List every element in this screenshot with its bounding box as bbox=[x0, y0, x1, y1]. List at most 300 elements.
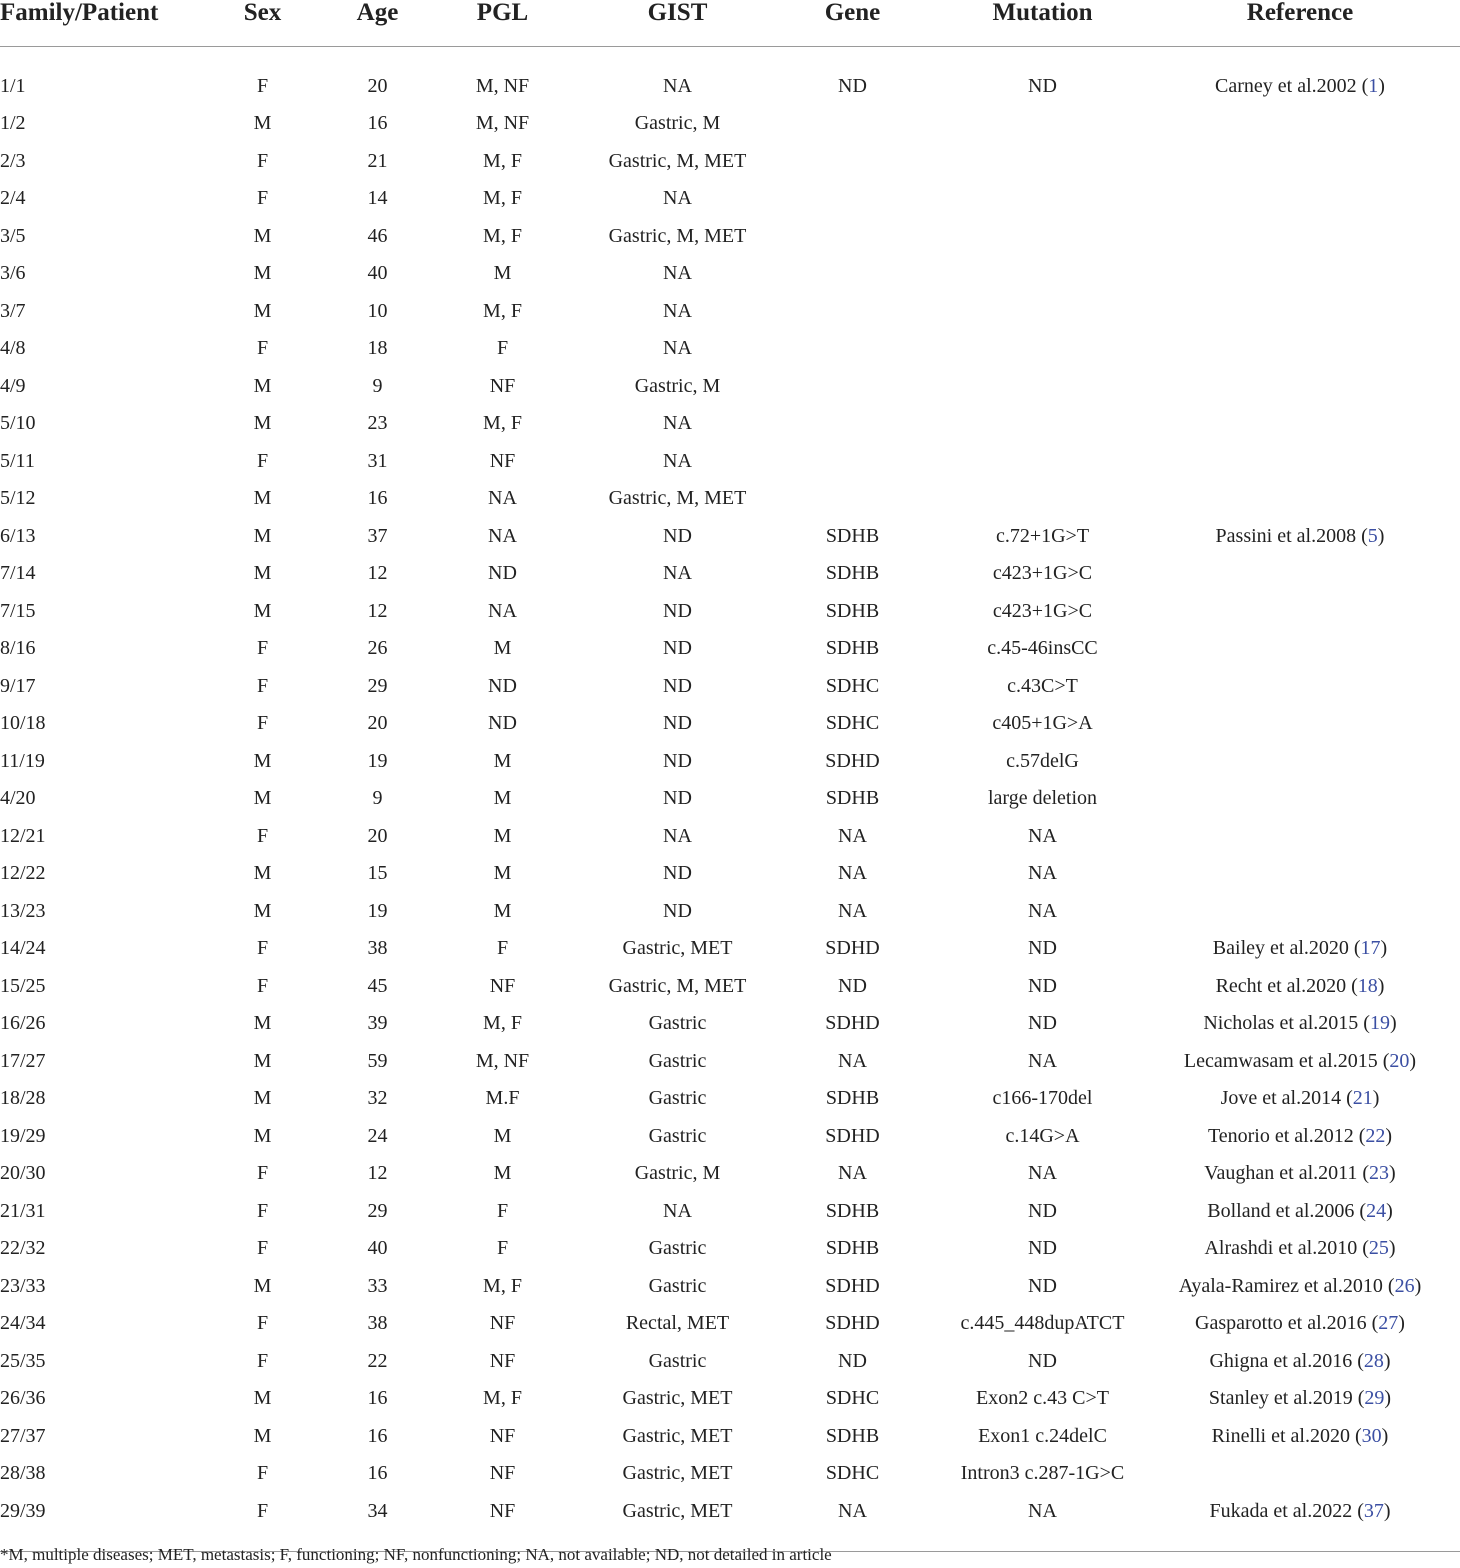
cell-age: 10 bbox=[367, 299, 388, 322]
cell-pgl: M, F bbox=[483, 412, 522, 435]
reference-close: ) bbox=[1380, 937, 1388, 960]
cell-gist: NA bbox=[663, 74, 692, 97]
cell-pgl: M, F bbox=[483, 149, 522, 172]
cell-mutation bbox=[945, 405, 1140, 443]
reference-link[interactable]: 28 bbox=[1363, 1349, 1384, 1372]
cell-reference bbox=[1140, 855, 1460, 893]
cell-gist: ND bbox=[663, 674, 692, 697]
cell-gist: NA bbox=[663, 262, 692, 285]
cell-family-patient: 1/1 bbox=[0, 74, 26, 97]
cell-sex: F bbox=[256, 974, 269, 997]
cell-gene: SDHB bbox=[825, 599, 880, 622]
cell-pgl: M, NF bbox=[475, 74, 530, 97]
cell-gist: Gastric, M, MET bbox=[608, 487, 747, 510]
table-row bbox=[0, 405, 1460, 443]
cell-mutation bbox=[945, 330, 1140, 368]
cell-pgl: M, F bbox=[483, 1274, 522, 1297]
cell-pgl: M.F bbox=[485, 1087, 520, 1110]
cell-family-patient: 28/38 bbox=[0, 1462, 46, 1485]
cell-pgl: M, F bbox=[483, 224, 522, 247]
cell-pgl: NF bbox=[489, 449, 516, 472]
reference-text: Jove et al.2014 ( bbox=[1220, 1087, 1353, 1110]
cell-mutation: c.57delG bbox=[1006, 749, 1079, 772]
cell-family-patient: 14/24 bbox=[0, 937, 46, 960]
cell-gene bbox=[760, 292, 945, 330]
cell-pgl: F bbox=[496, 337, 509, 360]
reference-link[interactable]: 20 bbox=[1389, 1049, 1410, 1072]
reference-close: ) bbox=[1384, 1387, 1392, 1410]
cell-gist: Gastric, MET bbox=[622, 1424, 733, 1447]
cell-mutation bbox=[945, 217, 1140, 255]
cell-mutation: ND bbox=[1028, 1274, 1057, 1297]
cell-pgl: F bbox=[496, 1237, 509, 1260]
cell-age: 20 bbox=[367, 712, 388, 735]
cell-family-patient: 7/14 bbox=[0, 562, 36, 585]
cell-reference bbox=[1140, 705, 1460, 743]
cell-family-patient: 20/30 bbox=[0, 1162, 46, 1185]
cell-gist: NA bbox=[663, 1199, 692, 1222]
reference-close: ) bbox=[1372, 1087, 1380, 1110]
cell-age: 38 bbox=[367, 937, 388, 960]
cell-gist: Gastric, M bbox=[634, 374, 721, 397]
cell-sex: M bbox=[253, 524, 272, 547]
table-row bbox=[0, 592, 1460, 630]
cell-family-patient: 3/5 bbox=[0, 224, 26, 247]
cell-mutation: NA bbox=[1028, 862, 1057, 885]
cell-pgl: M bbox=[493, 1124, 512, 1147]
reference-link[interactable]: 37 bbox=[1363, 1500, 1384, 1522]
cell-gist: Gastric bbox=[648, 1237, 707, 1260]
cell-age: 45 bbox=[367, 974, 388, 997]
table-row bbox=[0, 1005, 1460, 1043]
cell-pgl: M bbox=[493, 862, 512, 885]
table-row bbox=[0, 180, 1460, 218]
table-row bbox=[0, 1267, 1460, 1305]
cell-age: 40 bbox=[367, 262, 388, 285]
cell-sex: M bbox=[253, 562, 272, 585]
cell-reference bbox=[1140, 105, 1460, 143]
table-body bbox=[0, 47, 1460, 1552]
cell-family-patient: 9/17 bbox=[0, 674, 36, 697]
cell-sex: M bbox=[253, 224, 272, 247]
cell-sex: M bbox=[253, 599, 272, 622]
table-footnote: *M, multiple diseases; MET, metastasis; F, functioning; NF, nonfunctioning; NA, not available; ND, not detailed in article bbox=[0, 1545, 832, 1564]
cell-age: 24 bbox=[367, 1124, 388, 1147]
reference-close: ) bbox=[1385, 1124, 1393, 1147]
cell-pgl: NF bbox=[489, 1312, 516, 1335]
reference-text: Ayala-Ramirez et al.2010 ( bbox=[1178, 1274, 1395, 1297]
cell-age: 18 bbox=[367, 337, 388, 360]
cell-reference bbox=[1140, 1155, 1460, 1193]
cell-age: 21 bbox=[367, 149, 388, 172]
header-gist: GIST bbox=[595, 0, 760, 47]
reference-text: Rinelli et al.2020 ( bbox=[1211, 1424, 1362, 1447]
cell-gene: SDHD bbox=[825, 1012, 880, 1035]
cell-gist: Gastric, MET bbox=[622, 1462, 733, 1485]
reference-link[interactable]: 21 bbox=[1352, 1087, 1373, 1110]
cell-gene: SDHB bbox=[825, 1199, 880, 1222]
cell-pgl: M, F bbox=[483, 187, 522, 210]
cell-reference bbox=[1140, 667, 1460, 705]
cell-family-patient: 12/22 bbox=[0, 862, 46, 885]
cell-family-patient: 7/15 bbox=[0, 599, 36, 622]
cell-gene: SDHB bbox=[825, 524, 880, 547]
cell-gist: Gastric, MET bbox=[622, 1387, 733, 1410]
cell-family-patient: 2/3 bbox=[0, 149, 26, 172]
table-row bbox=[0, 855, 1460, 893]
cell-sex: F bbox=[256, 187, 269, 210]
cell-age: 40 bbox=[367, 1237, 388, 1260]
cell-sex: F bbox=[256, 637, 269, 660]
cell-gist: ND bbox=[663, 787, 692, 810]
cell-gene bbox=[760, 255, 945, 293]
table-row bbox=[0, 705, 1460, 743]
cell-sex: F bbox=[256, 674, 269, 697]
cell-mutation: ND bbox=[1028, 1237, 1057, 1260]
cell-mutation: NA bbox=[1028, 824, 1057, 847]
cell-age: 59 bbox=[367, 1049, 388, 1072]
cell-mutation: Exon2 c.43 C>T bbox=[976, 1387, 1109, 1410]
cell-family-patient: 19/29 bbox=[0, 1124, 46, 1147]
header-age: Age bbox=[345, 0, 410, 47]
cell-pgl: NF bbox=[489, 1462, 516, 1485]
reference-text: Gasparotto et al.2016 ( bbox=[1195, 1312, 1379, 1335]
cell-age: 26 bbox=[367, 637, 388, 660]
cell-gist: Gastric, M, MET bbox=[608, 224, 747, 247]
reference-text: Passini et al.2008 ( bbox=[1215, 524, 1368, 547]
cell-pgl: NA bbox=[488, 487, 517, 510]
cell-age: 12 bbox=[367, 599, 388, 622]
cell-reference bbox=[1140, 592, 1460, 630]
table-row bbox=[0, 217, 1460, 255]
cell-family-patient: 27/37 bbox=[0, 1424, 46, 1447]
cell-sex: M bbox=[253, 1087, 272, 1110]
reference-close: ) bbox=[1409, 1049, 1417, 1072]
cell-pgl: NF bbox=[489, 1349, 516, 1372]
table-row bbox=[0, 1492, 1460, 1552]
cell-sex: F bbox=[256, 449, 269, 472]
reference-link[interactable]: 26 bbox=[1394, 1274, 1415, 1297]
cell-sex: M bbox=[253, 1387, 272, 1410]
cell-reference bbox=[1140, 1117, 1460, 1155]
cell-sex: M bbox=[253, 374, 272, 397]
cell-pgl: F bbox=[496, 937, 509, 960]
cell-age: 39 bbox=[367, 1012, 388, 1035]
cell-gene: ND bbox=[838, 1349, 867, 1372]
cell-family-patient: 18/28 bbox=[0, 1087, 46, 1110]
cell-age: 23 bbox=[367, 412, 388, 435]
cell-reference bbox=[1140, 367, 1460, 405]
cell-reference bbox=[1140, 1267, 1460, 1305]
cell-reference bbox=[1140, 555, 1460, 593]
cell-family-patient: 16/26 bbox=[0, 1012, 46, 1035]
cell-pgl: NF bbox=[410, 1492, 595, 1552]
reference-close: ) bbox=[1389, 1012, 1397, 1035]
cell-gene: SDHD bbox=[825, 937, 880, 960]
cell-gist: Gastric, M, MET bbox=[608, 974, 747, 997]
cell-gist: Gastric, MET bbox=[622, 937, 733, 960]
reference-link[interactable]: 27 bbox=[1378, 1312, 1399, 1335]
cell-sex: M bbox=[253, 1012, 272, 1035]
cell-mutation: NA bbox=[945, 1492, 1140, 1552]
reference-text: Tenorio et al.2012 ( bbox=[1207, 1124, 1366, 1147]
cell-pgl: M bbox=[493, 899, 512, 922]
cell-gist: Gastric bbox=[648, 1049, 707, 1072]
reference-close: ) bbox=[1381, 1424, 1389, 1447]
cell-mutation: ND bbox=[1028, 974, 1057, 997]
cell-family-patient: 1/2 bbox=[0, 112, 26, 135]
table-row bbox=[0, 892, 1460, 930]
cell-gist: Gastric bbox=[648, 1012, 707, 1035]
cell-sex: M bbox=[253, 1274, 272, 1297]
cell-gist: ND bbox=[663, 637, 692, 660]
cell-pgl: M bbox=[493, 749, 512, 772]
table-row bbox=[0, 517, 1460, 555]
cell-sex: F bbox=[256, 1162, 269, 1185]
cell-mutation: c.43C>T bbox=[1007, 674, 1078, 697]
cell-mutation: c.45-46insCC bbox=[987, 637, 1098, 660]
cell-age: 9 bbox=[372, 787, 383, 810]
cell-gene bbox=[760, 105, 945, 143]
table-row bbox=[0, 1342, 1460, 1380]
cell-gist: Rectal, MET bbox=[625, 1312, 730, 1335]
cell-sex: M bbox=[253, 1424, 272, 1447]
cell-gist: ND bbox=[663, 524, 692, 547]
cell-pgl: NA bbox=[488, 524, 517, 547]
table-row bbox=[0, 817, 1460, 855]
cell-gist: NA bbox=[663, 187, 692, 210]
cell-gene: NA bbox=[838, 862, 867, 885]
cell-mutation: ND bbox=[1028, 74, 1057, 97]
table-row bbox=[0, 330, 1460, 368]
cell-gene: SDHB bbox=[825, 1424, 880, 1447]
cell-reference bbox=[1140, 405, 1460, 443]
table-row bbox=[0, 367, 1460, 405]
table-row bbox=[0, 142, 1460, 180]
table-row bbox=[0, 480, 1460, 518]
cell-age: 38 bbox=[367, 1312, 388, 1335]
cell-mutation: NA bbox=[1028, 1162, 1057, 1185]
table-row bbox=[0, 967, 1460, 1005]
cell-reference bbox=[1140, 1192, 1460, 1230]
cell-family-patient: 5/10 bbox=[0, 412, 36, 435]
cell-age: 19 bbox=[367, 749, 388, 772]
reference-text: Stanley et al.2019 ( bbox=[1208, 1387, 1365, 1410]
cell-sex: M bbox=[253, 412, 272, 435]
cell-gene bbox=[760, 180, 945, 218]
cell-gene: SDHB bbox=[825, 637, 880, 660]
cell-pgl: ND bbox=[488, 562, 517, 585]
cell-gist: NA bbox=[663, 299, 692, 322]
table-row bbox=[0, 742, 1460, 780]
cell-sex: F bbox=[256, 1199, 269, 1222]
cell-sex: M bbox=[253, 1124, 272, 1147]
cell-gene bbox=[760, 142, 945, 180]
header-pgl: PGL bbox=[410, 0, 595, 47]
cell-gene: SDHB bbox=[825, 1237, 880, 1260]
cell-gene: NA bbox=[838, 824, 867, 847]
cell-age: 16 bbox=[367, 1424, 388, 1447]
cell-pgl: M bbox=[493, 787, 512, 810]
cell-age: 16 bbox=[367, 112, 388, 135]
cell-sex: F bbox=[256, 1349, 269, 1372]
table-row bbox=[0, 105, 1460, 143]
cell-age: 20 bbox=[367, 74, 388, 97]
cell-reference bbox=[1140, 330, 1460, 368]
cell-age: 20 bbox=[367, 824, 388, 847]
cell-family-patient: 29/39 bbox=[0, 1492, 180, 1552]
cell-pgl: M, F bbox=[483, 1012, 522, 1035]
table-row bbox=[0, 1455, 1460, 1493]
reference-link[interactable]: 22 bbox=[1365, 1124, 1386, 1147]
table-row bbox=[0, 442, 1460, 480]
cell-mutation: Exon1 c.24delC bbox=[978, 1424, 1107, 1447]
cell-gene: SDHC bbox=[825, 1387, 880, 1410]
cell-family-patient: 12/21 bbox=[0, 824, 46, 847]
cell-family-patient: 6/13 bbox=[0, 524, 36, 547]
table-row bbox=[0, 1042, 1460, 1080]
reference-link[interactable]: 19 bbox=[1369, 1012, 1390, 1035]
cell-mutation: NA bbox=[1028, 1049, 1057, 1072]
cell-age: 16 bbox=[367, 1387, 388, 1410]
cell-pgl: ND bbox=[488, 712, 517, 735]
cell-pgl: NF bbox=[489, 374, 516, 397]
cell-gist: ND bbox=[663, 749, 692, 772]
reference-close: ) bbox=[1377, 974, 1385, 997]
cell-mutation: c.72+1G>T bbox=[995, 524, 1090, 547]
cell-family-patient: 24/34 bbox=[0, 1312, 46, 1335]
cell-family-patient: 15/25 bbox=[0, 974, 46, 997]
cell-reference bbox=[1140, 780, 1460, 818]
cell-family-patient: 22/32 bbox=[0, 1237, 46, 1260]
cell-pgl: M, F bbox=[483, 299, 522, 322]
reference-close: ) bbox=[1383, 1500, 1391, 1522]
cell-mutation bbox=[945, 292, 1140, 330]
cell-family-patient: 23/33 bbox=[0, 1274, 46, 1297]
cell-gist: NA bbox=[663, 337, 692, 360]
cell-sex: M bbox=[253, 749, 272, 772]
cell-pgl: NA bbox=[488, 599, 517, 622]
cell-sex: F bbox=[256, 712, 269, 735]
cell-sex: M bbox=[253, 487, 272, 510]
cell-mutation: large deletion bbox=[987, 787, 1098, 810]
cell-gist: ND bbox=[663, 712, 692, 735]
cell-age: 9 bbox=[372, 374, 383, 397]
cell-gene: SDHC bbox=[825, 674, 880, 697]
cell-gene bbox=[760, 217, 945, 255]
cell-reference bbox=[1140, 142, 1460, 180]
cell-age: 29 bbox=[367, 674, 388, 697]
cell-sex: F bbox=[256, 824, 269, 847]
cell-sex: F bbox=[256, 337, 269, 360]
reference-close: ) bbox=[1414, 1274, 1422, 1297]
cell-sex: M bbox=[253, 899, 272, 922]
cell-gene: SDHB bbox=[825, 787, 880, 810]
cell-gist: Gastric bbox=[648, 1274, 707, 1297]
cell-sex: F bbox=[256, 1312, 269, 1335]
cell-gene bbox=[760, 405, 945, 443]
reference-link[interactable]: 30 bbox=[1361, 1424, 1382, 1447]
cell-mutation: ND bbox=[1028, 937, 1057, 960]
reference-text: Recht et al.2020 ( bbox=[1215, 974, 1358, 997]
cell-mutation bbox=[945, 367, 1140, 405]
cell-family-patient: 8/16 bbox=[0, 637, 36, 660]
cell-family-patient: 10/18 bbox=[0, 712, 46, 735]
cell-reference bbox=[1140, 1417, 1460, 1455]
cell-pgl: M bbox=[493, 262, 512, 285]
cell-gist: Gastric, M bbox=[634, 112, 721, 135]
reference-close: ) bbox=[1388, 1237, 1396, 1260]
table-row bbox=[0, 1080, 1460, 1118]
cell-family-patient: 2/4 bbox=[0, 187, 26, 210]
cell-pgl: M bbox=[493, 1162, 512, 1185]
reference-text: Bailey et al.2020 ( bbox=[1212, 937, 1361, 960]
cell-gene bbox=[760, 480, 945, 518]
reference-link[interactable]: 18 bbox=[1357, 974, 1378, 997]
table-row bbox=[0, 1380, 1460, 1418]
reference-text: Ghigna et al.2016 ( bbox=[1209, 1349, 1364, 1372]
reference-link[interactable]: 5 bbox=[1367, 524, 1378, 547]
cell-reference bbox=[1140, 742, 1460, 780]
reference-text: Fukada et al.2022 ( bbox=[1209, 1500, 1364, 1522]
header-sex: Sex bbox=[180, 0, 345, 47]
cell-age: 31 bbox=[367, 449, 388, 472]
cell-gist: Gastric, M bbox=[634, 1162, 721, 1185]
cell-gist: NA bbox=[663, 562, 692, 585]
cell-sex: M bbox=[253, 787, 272, 810]
cell-pgl: ND bbox=[488, 674, 517, 697]
reference-link[interactable]: 17 bbox=[1360, 937, 1381, 960]
cell-family-patient: 21/31 bbox=[0, 1199, 46, 1222]
cell-family-patient: 17/27 bbox=[0, 1049, 46, 1072]
cell-sex: F bbox=[256, 74, 269, 97]
cell-family-patient: 3/7 bbox=[0, 299, 26, 322]
cell-age: 15 bbox=[367, 862, 388, 885]
cell-mutation: c.14G>A bbox=[1005, 1124, 1080, 1147]
reference-close: ) bbox=[1383, 1349, 1391, 1372]
cell-gist: ND bbox=[663, 599, 692, 622]
cell-reference bbox=[1140, 292, 1460, 330]
reference-link[interactable]: 23 bbox=[1369, 1162, 1390, 1185]
cell-age: 22 bbox=[367, 1349, 388, 1372]
cell-age: 33 bbox=[367, 1274, 388, 1297]
table-header bbox=[0, 0, 1460, 47]
reference-link[interactable]: 29 bbox=[1364, 1387, 1385, 1410]
cell-mutation: c166-170del bbox=[992, 1087, 1093, 1110]
reference-link[interactable]: 1 bbox=[1368, 74, 1379, 97]
cell-gene: SDHD bbox=[825, 749, 880, 772]
table-row bbox=[0, 1155, 1460, 1193]
cell-reference bbox=[1140, 1342, 1460, 1380]
cell-age: 37 bbox=[367, 524, 388, 547]
cell-gist: Gastric, M, MET bbox=[608, 149, 747, 172]
cell-gene: SDHD bbox=[825, 1124, 880, 1147]
cell-gene bbox=[760, 367, 945, 405]
cell-reference bbox=[1140, 630, 1460, 668]
cell-family-patient: 5/11 bbox=[0, 449, 35, 472]
table-row bbox=[0, 47, 1460, 105]
reference-link[interactable]: 25 bbox=[1368, 1237, 1389, 1260]
header-gene: Gene bbox=[760, 0, 945, 47]
cell-reference bbox=[1140, 1455, 1460, 1493]
header-mutation: Mutation bbox=[945, 0, 1140, 47]
cell-sex: F bbox=[256, 1462, 269, 1485]
cell-age: 12 bbox=[367, 1162, 388, 1185]
table-row bbox=[0, 255, 1460, 293]
cell-mutation: ND bbox=[1028, 1012, 1057, 1035]
cell-reference bbox=[1140, 1380, 1460, 1418]
reference-link[interactable]: 24 bbox=[1366, 1199, 1387, 1222]
